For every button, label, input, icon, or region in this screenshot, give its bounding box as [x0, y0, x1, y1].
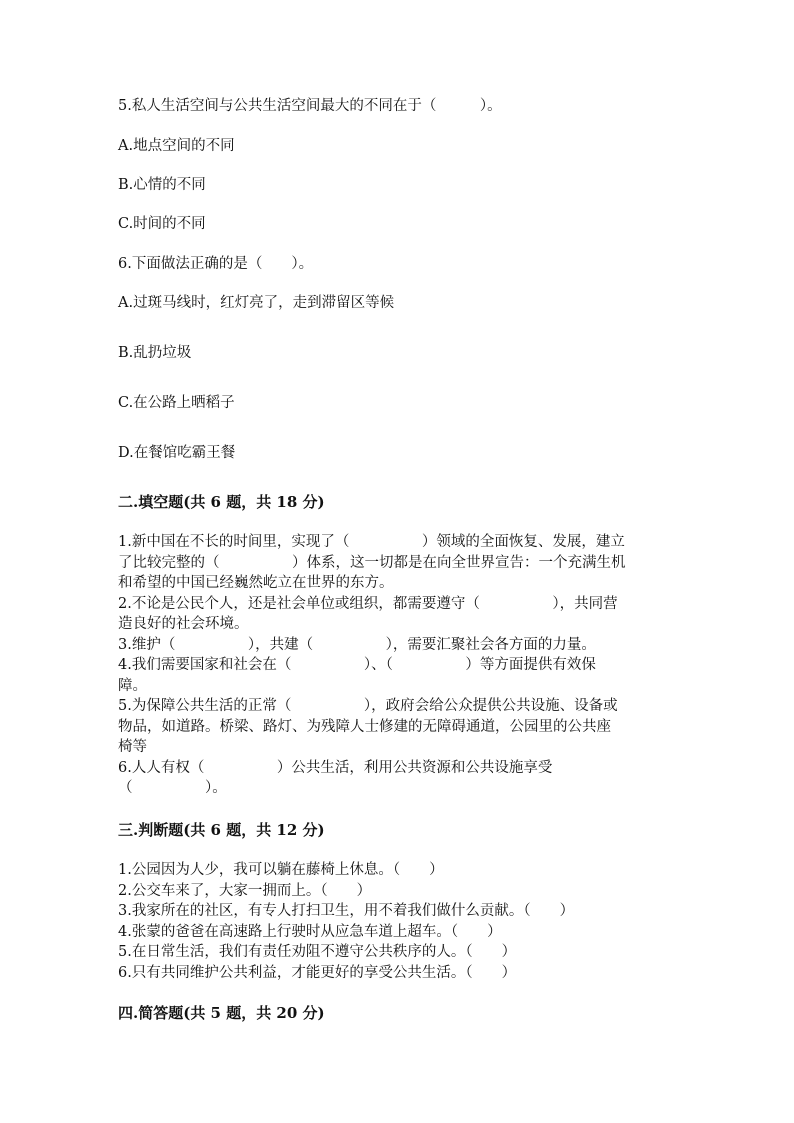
- question-5-stem: 5.私人生活空间与公共生活空间最大的不同在于（ ）。: [118, 98, 502, 114]
- fill-blank-heading: 二.填空题(共 6 题，共 18 分): [118, 493, 325, 511]
- question-6-option-c: C.在公路上晒稻子: [118, 395, 235, 411]
- fill-blank-line: 4.我们需要国家和社会在（ ）、（ ）等方面提供有效保: [118, 657, 596, 673]
- fill-blank-line: 5.为保障公共生活的正常（ ），政府会给公众提供公共设施、设备或: [118, 698, 618, 714]
- question-6-option-a: A.过斑马线时，红灯亮了，走到滞留区等候: [118, 295, 395, 311]
- judgement-heading: 三.判断题(共 6 题，共 12 分): [118, 821, 325, 839]
- judgement-item: 1.公园因为人少，我可以躺在藤椅上休息。（ ）: [118, 862, 444, 878]
- judgement-item: 5.在日常生活，我们有责任劝阻不遵守公共秩序的人。（ ）: [118, 944, 517, 960]
- judgement-item: 4.张蒙的爸爸在高速路上行驶时从应急车道上超车。（ ）: [118, 923, 502, 940]
- judgement-item: 6.只有共同维护公共利益，才能更好的享受公共生活。（ ）: [118, 964, 517, 981]
- question-6-option-d: D.在餐馆吃霸王餐: [118, 445, 236, 461]
- fill-blank-line: 造良好的社会环境。: [118, 616, 249, 632]
- question-6-option-b: B.乱扔垃圾: [118, 345, 192, 361]
- question-5-option-c: C.时间的不同: [118, 216, 206, 232]
- fill-blank-line: 障。: [118, 677, 147, 694]
- question-5-option-a: A.地点空间的不同: [118, 138, 235, 154]
- fill-blank-line: 了比较完整的（ ）体系，这一切都是在向全世界宣告：一个充满生机: [118, 554, 626, 571]
- fill-blank-line: （ ）。: [118, 780, 227, 796]
- judgement-item: 2.公交车来了，大家一拥而上。（ ）: [118, 882, 372, 899]
- fill-blank-line: 和希望的中国已经巍然屹立在世界的东方。: [118, 575, 394, 591]
- question-5-option-b: B.心情的不同: [118, 177, 206, 193]
- short-answer-heading: 四.简答题(共 5 题，共 20 分): [118, 1004, 325, 1022]
- fill-blank-line: 1.新中国在不长的时间里，实现了（ ）领域的全面恢复、发展，建立: [118, 534, 625, 550]
- fill-blank-line: 6.人人有权（ ）公共生活，利用公共资源和公共设施享受: [118, 759, 553, 776]
- fill-blank-line: 3.维护（ ），共建（ ），需要汇聚社会各方面的力量。: [118, 636, 596, 653]
- fill-blank-line: 椅等: [118, 739, 147, 755]
- fill-blank-line: 物品，如道路。桥梁、路灯、为残障人士修建的无障碍通道，公园里的公共座: [118, 718, 611, 735]
- fill-blank-line: 2.不论是公民个人，还是社会单位或组织，都需要遵守（ ），共同营: [118, 595, 618, 612]
- question-6-stem: 6.下面做法正确的是（ ）。: [118, 256, 314, 272]
- judgement-item: 3.我家所在的社区，有专人打扫卫生，用不着我们做什么贡献。（ ）: [118, 903, 575, 919]
